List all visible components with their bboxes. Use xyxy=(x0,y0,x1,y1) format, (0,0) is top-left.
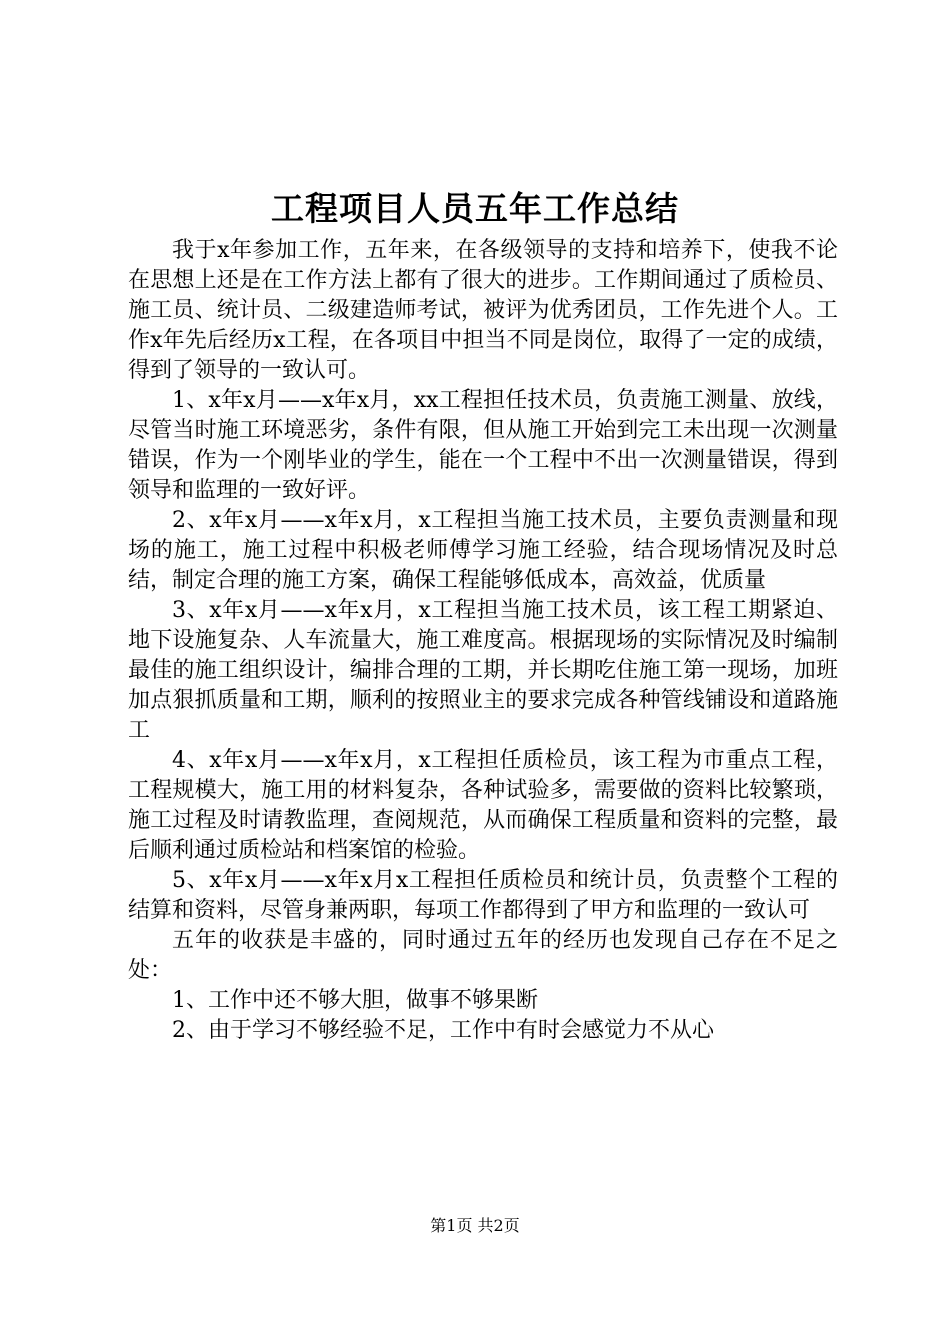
paragraph-item-2: 2、x年x月——x年x月，x工程担当施工技术员，主要负责测量和现场的施工，施工过程中积极老师傅学习施工经验，结合现场情况及时总结，制定合理的施工方案，确保工程能够低成本，高效益，优质量 xyxy=(128,508,838,593)
paragraph-summary: 五年的收获是丰盛的，同时通过五年的经历也发现自己存在不足之处： xyxy=(128,928,838,983)
paragraph-shortcoming-2: 2、由于学习不够经验不足，工作中有时会感觉力不从心 xyxy=(172,1018,714,1043)
paragraph-item-4: 4、x年x月——x年x月，x工程担任质检员，该工程为市重点工程，工程规模大，施工用的材料复杂，各种试验多，需要做的资料比较繁琐，施工过程及时请教监理，查阅规范，从而确保工程质量和资料的完整，最后顺利通过质检站和档案馆的检验。 xyxy=(128,748,838,863)
paragraph-item-5: 5、x年x月——x年x月x工程担任质检员和统计员，负责整个工程的结算和资料，尽管身兼两职，每项工作都得到了甲方和监理的一致认可 xyxy=(128,868,838,923)
paragraph-shortcoming-1: 1、工作中还不够大胆，做事不够果断 xyxy=(172,988,538,1013)
document-title: 工程项目人员五年工作总结 xyxy=(271,189,679,228)
paragraph-intro: 我于x年参加工作，五年来，在各级领导的支持和培养下，使我不论在思想上还是在工作方法上都有了很大的进步。工作期间通过了质检员、施工员、统计员、二级建造师考试，被评为优秀团员，工作先进个人。工作x年先后经历x工程，在各项目中担当不同是岗位，取得了一定的成绩，得到了领导的一致认可。 xyxy=(128,238,838,383)
paragraph-item-1: 1、x年x月——x年x月，xx工程担任技术员，负责施工测量、放线，尽管当时施工环境恶劣，条件有限，但从施工开始到完工未出现一次测量错误，作为一个刚毕业的学生，能在一个工程中不出一次测量错误，得到领导和监理的一致好评。 xyxy=(128,388,838,503)
page-footer: 第1页 共2页 xyxy=(430,1216,520,1235)
document-body xyxy=(128,236,838,1046)
paragraph-item-3: 3、x年x月——x年x月，x工程担当施工技术员，该工程工期紧迫、地下设施复杂、人车流量大，施工难度高。根据现场的实际情况及时编制最佳的施工组织设计，编排合理的工期，并长期吃住施工第一现场，加班加点狠抓质量和工期，顺利的按照业主的要求完成各种管线铺设和道路施工 xyxy=(128,598,838,743)
